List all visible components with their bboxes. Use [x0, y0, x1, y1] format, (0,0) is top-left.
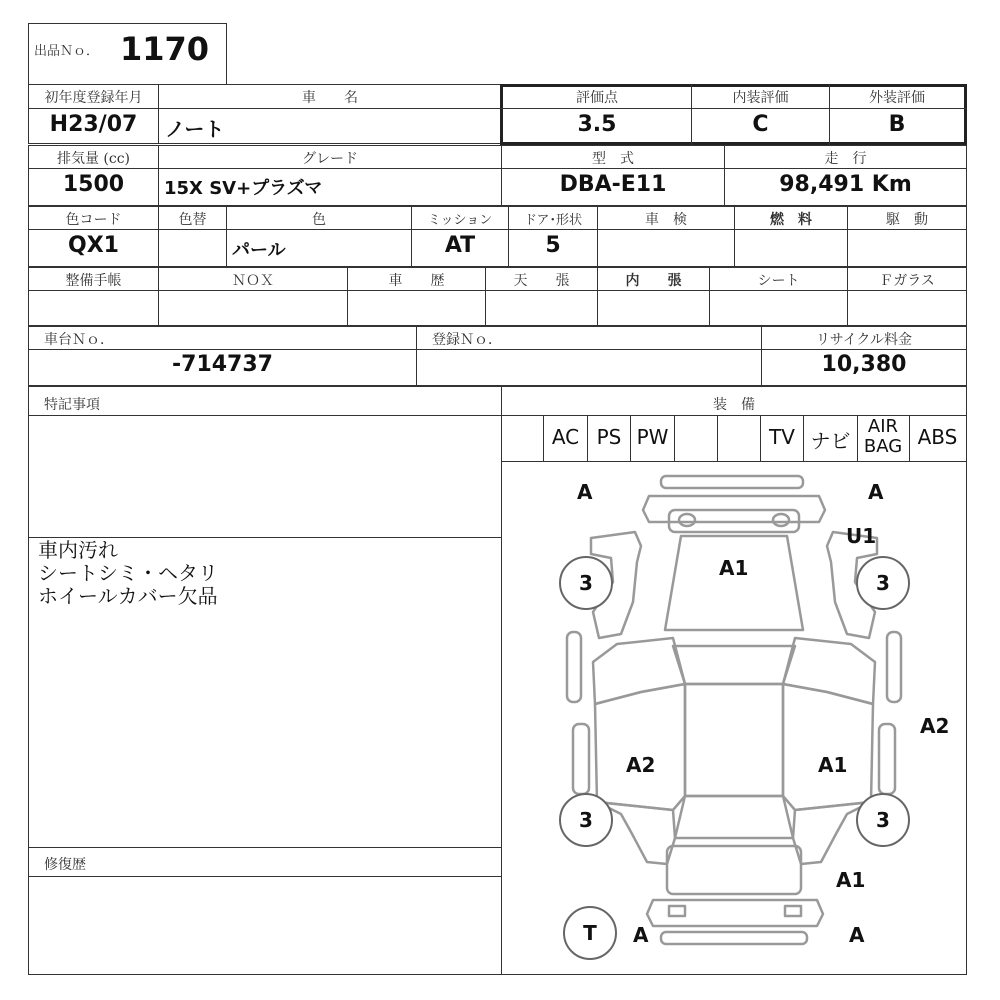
seat-label: シート: [757, 273, 800, 289]
grade-value: 15X SV+プラズマ: [164, 178, 323, 199]
first-reg-label: 初年度登録年月: [44, 90, 143, 106]
roof: [685, 684, 783, 796]
tire-rear-left: 3: [559, 793, 613, 847]
lot-label: 出品Ｎｏ．: [34, 44, 100, 59]
equip-item-tv: TV: [769, 425, 795, 449]
nox-label: ＮＯＸ: [232, 273, 274, 289]
model-label: 型 式: [592, 151, 634, 167]
note-line-1: 車内汚れ: [38, 538, 118, 562]
front-light-right: [773, 514, 789, 526]
rear-plate-right: [785, 906, 801, 916]
notes-header-line: [28, 415, 502, 416]
car-name-label: 車 名: [302, 90, 358, 106]
recycle-value: 10,380: [821, 352, 907, 377]
trunk: [667, 846, 801, 894]
nox-cell: [158, 290, 348, 326]
exterior-value: B: [888, 112, 906, 137]
exterior-label: 外装評価: [869, 90, 925, 106]
roof-label: 天 張: [513, 273, 570, 289]
left-doors: [595, 684, 685, 810]
reg-cell: [416, 349, 762, 386]
equipment-label: 装 備: [713, 397, 755, 413]
inspection-cell: [597, 229, 735, 267]
mileage-value: 98,491 Km: [779, 172, 912, 197]
rear-window: [675, 796, 793, 838]
mark-right-outer: A2: [920, 714, 950, 738]
mark-windshield-side: U1: [846, 524, 877, 548]
interior-label: 内装評価: [732, 90, 789, 106]
score-value: 3.5: [577, 112, 617, 137]
first-reg-value: H23/07: [49, 112, 138, 137]
rear-plate-left: [669, 906, 685, 916]
equip-divider: [717, 415, 718, 461]
reg-label: 登録Ｎｏ．: [432, 332, 502, 348]
lot-number: 1170: [120, 30, 210, 68]
door-label: ドア･形状: [523, 213, 583, 228]
left-sill: [573, 724, 589, 794]
interior-trim-cell: [597, 290, 710, 326]
hood: [665, 536, 803, 630]
tire-rear-right: 3: [856, 793, 910, 847]
grade-label: グレード: [302, 151, 358, 167]
drive-label: 駆 動: [886, 212, 928, 228]
right-sill: [879, 724, 895, 794]
equip-item-airbag: AIR BAG: [863, 416, 903, 457]
equip-item-navi: ナビ: [810, 429, 851, 453]
roof-cell: [485, 290, 598, 326]
mark-right-side: A1: [818, 753, 848, 777]
tire-spare: T: [563, 906, 617, 960]
recycle-label: リサイクル料金: [815, 332, 913, 348]
inspection-label: 車 検: [645, 212, 687, 228]
tire-front-right: 3: [856, 556, 910, 610]
mark-left-side: A2: [626, 753, 656, 777]
mission-value: AT: [444, 233, 476, 258]
note-line-2: シートシミ・ヘタリ: [38, 561, 218, 585]
color-value: パール: [232, 240, 286, 261]
left-front-door: [593, 638, 685, 704]
color-code-value: QX1: [68, 233, 119, 258]
seat-cell: [709, 290, 848, 326]
fuel-label: 燃 料: [770, 212, 812, 228]
mark-front-left: A: [577, 480, 593, 504]
interior-trim-label: 内 張: [625, 273, 682, 289]
mark-hood: A1: [719, 556, 749, 580]
car-diagram: [501, 462, 967, 974]
left-mirror: [567, 632, 581, 702]
note-line-3: ホイールカバー欠品: [38, 584, 218, 608]
windshield: [673, 646, 795, 684]
repair-header-line: [28, 876, 502, 877]
notes-label: 特記事項: [44, 397, 100, 413]
glass-cell: [847, 290, 967, 326]
equip-item-pw: PW: [636, 425, 669, 449]
drive-cell: [847, 229, 967, 267]
mission-label: ミッション: [427, 213, 493, 228]
mark-rear-left: A: [633, 923, 649, 947]
chassis-value: -714737: [172, 352, 273, 377]
repair-top-line: [28, 847, 502, 848]
repair-label: 修復歴: [44, 857, 86, 873]
car-name-value: ノート: [165, 117, 225, 141]
model-value: DBA-E11: [559, 172, 667, 197]
color-change-label: 色替: [178, 212, 207, 228]
history-label: 車 歴: [388, 273, 445, 289]
score-label: 評価点: [576, 90, 618, 106]
score-box-hline: [500, 108, 967, 109]
color-change-cell: [158, 229, 227, 267]
mark-rear-right: A: [849, 923, 865, 947]
equip-item-ac: AC: [551, 425, 580, 449]
interior-value: C: [752, 112, 769, 137]
maintenance-cell: [28, 290, 159, 326]
rear-bumper-bottom: [661, 932, 807, 944]
right-mirror: [887, 632, 901, 702]
right-doors: [783, 684, 873, 810]
maintenance-label: 整備手帳: [65, 273, 122, 289]
equip-item-abs: ABS: [917, 425, 958, 449]
mileage-label: 走 行: [824, 151, 867, 167]
displacement-value: 1500: [62, 172, 125, 197]
equip-divider: [674, 415, 675, 461]
equip-divider: [857, 415, 858, 461]
fuel-cell: [734, 229, 848, 267]
color-label: 色: [312, 212, 326, 228]
rear-bumper: [647, 900, 823, 926]
history-cell: [347, 290, 486, 326]
front-light-left: [679, 514, 695, 526]
displacement-label: 排気量 (cc): [56, 151, 131, 167]
color-code-label: 色コード: [65, 212, 122, 228]
chassis-label: 車台Ｎｏ．: [44, 332, 114, 348]
front-bumper-top: [661, 476, 803, 488]
notes-section: [28, 386, 502, 975]
glass-label: Ｆガラス: [879, 273, 935, 289]
right-front-door: [783, 638, 875, 704]
tire-front-left: 3: [559, 556, 613, 610]
equip-item-ps: PS: [596, 425, 622, 449]
door-value: 5: [545, 233, 561, 258]
mark-front-right: A: [868, 480, 884, 504]
mark-rear: A1: [836, 868, 866, 892]
